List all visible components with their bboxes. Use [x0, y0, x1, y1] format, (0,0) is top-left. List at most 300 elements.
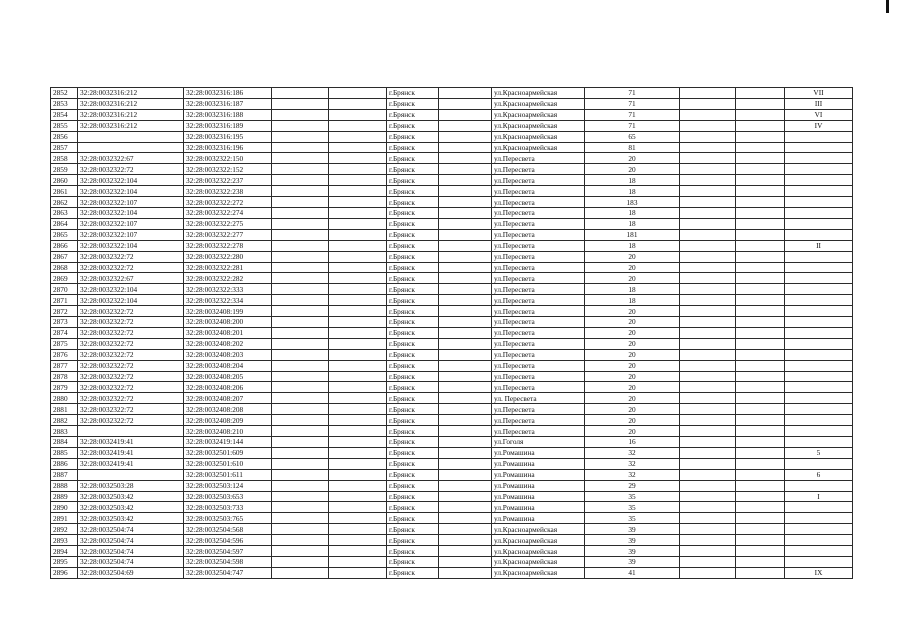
table-row [51, 142, 853, 153]
empty-cell [272, 88, 329, 99]
cadastral-number-cell: 32:28:0032501:609 [184, 447, 272, 458]
empty-cell [680, 207, 736, 218]
empty-cell [272, 164, 329, 175]
row-number-cell: 2890 [51, 502, 78, 513]
empty-cell [736, 349, 785, 360]
street-cell: ул.Ромашина [492, 502, 585, 513]
cadastral-number-cell: 32:28:0032503:653 [184, 491, 272, 502]
street-cell: ул.Пересвета [492, 426, 585, 437]
house-number-cell: 81 [585, 142, 680, 153]
city-cell: г.Брянск [387, 546, 439, 557]
empty-cell [272, 360, 329, 371]
empty-cell [736, 175, 785, 186]
empty-cell [680, 186, 736, 197]
empty-cell [736, 295, 785, 306]
empty-cell [272, 317, 329, 328]
parent-cadastral-cell: 32:28:0032504:74 [78, 556, 184, 567]
house-number-cell: 71 [585, 98, 680, 109]
empty-cell [272, 349, 329, 360]
street-cell: ул.Пересвета [492, 404, 585, 415]
house-number-cell: 20 [585, 360, 680, 371]
city-cell: г.Брянск [387, 251, 439, 262]
empty-cell [439, 262, 492, 273]
premises-number-cell [785, 131, 853, 142]
empty-cell [736, 218, 785, 229]
street-cell: ул.Ромашина [492, 447, 585, 458]
empty-cell [439, 98, 492, 109]
table-row [51, 502, 853, 513]
cadastral-number-cell: 32:28:0032408:207 [184, 393, 272, 404]
empty-cell [439, 535, 492, 546]
empty-cell [680, 393, 736, 404]
street-cell: ул.Пересвета [492, 382, 585, 393]
street-cell: ул.Пересвета [492, 338, 585, 349]
row-number-cell: 2859 [51, 164, 78, 175]
empty-cell [680, 295, 736, 306]
empty-cell [329, 273, 387, 284]
row-number-cell: 2857 [51, 142, 78, 153]
parent-cadastral-cell: 32:28:0032322:72 [78, 371, 184, 382]
street-cell: ул.Красноармейская [492, 567, 585, 578]
empty-cell [736, 513, 785, 524]
empty-cell [680, 229, 736, 240]
parent-cadastral-cell: 32:28:0032504:69 [78, 567, 184, 578]
empty-cell [272, 295, 329, 306]
city-cell: г.Брянск [387, 393, 439, 404]
row-number-cell: 2861 [51, 186, 78, 197]
house-number-cell: 39 [585, 524, 680, 535]
row-number-cell: 2860 [51, 175, 78, 186]
empty-cell [680, 317, 736, 328]
table-row [51, 546, 853, 557]
parent-cadastral-cell [78, 131, 184, 142]
street-cell: ул.Красноармейская [492, 524, 585, 535]
city-cell: г.Брянск [387, 109, 439, 120]
empty-cell [680, 349, 736, 360]
empty-cell [439, 273, 492, 284]
empty-cell [736, 131, 785, 142]
empty-cell [439, 120, 492, 131]
parent-cadastral-cell: 32:28:0032504:74 [78, 535, 184, 546]
cadastral-number-cell: 32:28:0032322:238 [184, 186, 272, 197]
empty-cell [272, 175, 329, 186]
table-row [51, 556, 853, 567]
row-number-cell: 2867 [51, 251, 78, 262]
parent-cadastral-cell: 32:28:0032419:41 [78, 447, 184, 458]
city-cell: г.Брянск [387, 480, 439, 491]
empty-cell [272, 207, 329, 218]
cadastral-number-cell: 32:28:0032504:596 [184, 535, 272, 546]
cadastral-number-cell: 32:28:0032408:204 [184, 360, 272, 371]
row-number-cell: 2869 [51, 273, 78, 284]
city-cell: г.Брянск [387, 317, 439, 328]
city-cell: г.Брянск [387, 327, 439, 338]
street-cell: ул. Пересвета [492, 393, 585, 404]
street-cell: ул.Пересвета [492, 218, 585, 229]
empty-cell [680, 491, 736, 502]
street-cell: ул.Красноармейская [492, 109, 585, 120]
empty-cell [736, 480, 785, 491]
row-number-cell: 2871 [51, 295, 78, 306]
house-number-cell: 35 [585, 502, 680, 513]
table-row [51, 458, 853, 469]
empty-cell [736, 502, 785, 513]
empty-cell [439, 437, 492, 448]
empty-cell [329, 98, 387, 109]
parent-cadastral-cell: 32:28:0032322:72 [78, 338, 184, 349]
empty-cell [329, 229, 387, 240]
empty-cell [439, 360, 492, 371]
empty-cell [680, 371, 736, 382]
city-cell: г.Брянск [387, 349, 439, 360]
empty-cell [272, 338, 329, 349]
row-number-cell: 2893 [51, 535, 78, 546]
empty-cell [272, 480, 329, 491]
empty-cell [736, 240, 785, 251]
table-row [51, 88, 853, 99]
city-cell: г.Брянск [387, 240, 439, 251]
empty-cell [439, 524, 492, 535]
empty-cell [736, 535, 785, 546]
empty-cell [329, 175, 387, 186]
house-number-cell: 39 [585, 556, 680, 567]
parent-cadastral-cell: 32:28:0032322:72 [78, 393, 184, 404]
empty-cell [329, 327, 387, 338]
empty-cell [329, 251, 387, 262]
cadastral-number-cell: 32:28:0032322:280 [184, 251, 272, 262]
city-cell: г.Брянск [387, 306, 439, 317]
house-number-cell: 20 [585, 404, 680, 415]
empty-cell [272, 556, 329, 567]
empty-cell [272, 458, 329, 469]
empty-cell [680, 306, 736, 317]
parent-cadastral-cell: 32:28:0032316:212 [78, 109, 184, 120]
empty-cell [329, 535, 387, 546]
empty-cell [439, 458, 492, 469]
empty-cell [329, 306, 387, 317]
row-number-cell: 2856 [51, 131, 78, 142]
street-cell: ул.Красноармейская [492, 546, 585, 557]
empty-cell [439, 404, 492, 415]
empty-cell [736, 556, 785, 567]
city-cell: г.Брянск [387, 404, 439, 415]
empty-cell [736, 371, 785, 382]
empty-cell [439, 349, 492, 360]
empty-cell [680, 502, 736, 513]
row-number-cell: 2873 [51, 317, 78, 328]
parent-cadastral-cell [78, 469, 184, 480]
row-number-cell: 2872 [51, 306, 78, 317]
city-cell: г.Брянск [387, 371, 439, 382]
empty-cell [439, 382, 492, 393]
table-row [51, 317, 853, 328]
empty-cell [680, 131, 736, 142]
house-number-cell: 20 [585, 338, 680, 349]
street-cell: ул.Красноармейская [492, 131, 585, 142]
house-number-cell: 32 [585, 447, 680, 458]
street-cell: ул.Гоголя [492, 437, 585, 448]
parent-cadastral-cell: 32:28:0032322:72 [78, 251, 184, 262]
empty-cell [329, 207, 387, 218]
premises-number-cell: 6 [785, 469, 853, 480]
empty-cell [680, 382, 736, 393]
table-row [51, 382, 853, 393]
house-number-cell: 18 [585, 284, 680, 295]
empty-cell [736, 426, 785, 437]
table-body [51, 88, 853, 579]
city-cell: г.Брянск [387, 229, 439, 240]
empty-cell [439, 447, 492, 458]
house-number-cell: 20 [585, 306, 680, 317]
cadastral-number-cell: 32:28:0032316:187 [184, 98, 272, 109]
table-row [51, 153, 853, 164]
house-number-cell: 32 [585, 458, 680, 469]
table-row [51, 131, 853, 142]
empty-cell [439, 142, 492, 153]
empty-cell [680, 98, 736, 109]
city-cell: г.Брянск [387, 98, 439, 109]
empty-cell [680, 338, 736, 349]
premises-number-cell [785, 142, 853, 153]
row-number-cell: 2879 [51, 382, 78, 393]
house-number-cell: 20 [585, 371, 680, 382]
row-number-cell: 2875 [51, 338, 78, 349]
cadastral-number-cell: 32:28:0032504:747 [184, 567, 272, 578]
premises-number-cell [785, 556, 853, 567]
empty-cell [439, 240, 492, 251]
empty-cell [680, 360, 736, 371]
city-cell: г.Брянск [387, 295, 439, 306]
empty-cell [736, 415, 785, 426]
empty-cell [329, 338, 387, 349]
cadastral-number-cell: 32:28:0032322:274 [184, 207, 272, 218]
table-row [51, 567, 853, 578]
premises-number-cell [785, 327, 853, 338]
empty-cell [329, 546, 387, 557]
empty-cell [439, 415, 492, 426]
street-cell: ул.Ромашина [492, 458, 585, 469]
city-cell: г.Брянск [387, 524, 439, 535]
table-row [51, 262, 853, 273]
cadastral-number-cell: 32:28:0032408:202 [184, 338, 272, 349]
premises-number-cell [785, 535, 853, 546]
row-number-cell: 2865 [51, 229, 78, 240]
table-row [51, 251, 853, 262]
empty-cell [736, 382, 785, 393]
premises-number-cell: 5 [785, 447, 853, 458]
table-row [51, 513, 853, 524]
table-row [51, 349, 853, 360]
row-number-cell: 2882 [51, 415, 78, 426]
empty-cell [680, 415, 736, 426]
cadastral-number-cell: 32:28:0032503:765 [184, 513, 272, 524]
house-number-cell: 35 [585, 491, 680, 502]
street-cell: ул.Пересвета [492, 371, 585, 382]
city-cell: г.Брянск [387, 382, 439, 393]
house-number-cell: 20 [585, 317, 680, 328]
table-row [51, 120, 853, 131]
street-cell: ул.Пересвета [492, 273, 585, 284]
street-cell: ул.Ромашина [492, 513, 585, 524]
street-cell: ул.Пересвета [492, 229, 585, 240]
premises-number-cell [785, 153, 853, 164]
row-number-cell: 2877 [51, 360, 78, 371]
empty-cell [736, 142, 785, 153]
city-cell: г.Брянск [387, 469, 439, 480]
empty-cell [439, 491, 492, 502]
empty-cell [272, 404, 329, 415]
house-number-cell: 20 [585, 164, 680, 175]
street-cell: ул.Пересвета [492, 295, 585, 306]
premises-number-cell [785, 229, 853, 240]
parent-cadastral-cell [78, 426, 184, 437]
empty-cell [329, 153, 387, 164]
street-cell: ул.Красноармейская [492, 142, 585, 153]
house-number-cell: 35 [585, 513, 680, 524]
premises-number-cell: I [785, 491, 853, 502]
house-number-cell: 16 [585, 437, 680, 448]
cadastral-number-cell: 32:28:0032322:282 [184, 273, 272, 284]
row-number-cell: 2889 [51, 491, 78, 502]
table-row [51, 426, 853, 437]
parent-cadastral-cell: 32:28:0032322:104 [78, 295, 184, 306]
cadastral-number-cell: 32:28:0032316:189 [184, 120, 272, 131]
empty-cell [272, 284, 329, 295]
street-cell: ул.Красноармейская [492, 88, 585, 99]
row-number-cell: 2858 [51, 153, 78, 164]
empty-cell [736, 273, 785, 284]
cadastral-number-cell: 32:28:0032408:199 [184, 306, 272, 317]
row-number-cell: 2878 [51, 371, 78, 382]
empty-cell [329, 556, 387, 567]
empty-cell [272, 415, 329, 426]
premises-number-cell [785, 360, 853, 371]
empty-cell [439, 186, 492, 197]
empty-cell [736, 491, 785, 502]
empty-cell [272, 218, 329, 229]
parent-cadastral-cell: 32:28:0032322:104 [78, 240, 184, 251]
parent-cadastral-cell [78, 142, 184, 153]
empty-cell [736, 469, 785, 480]
empty-cell [272, 437, 329, 448]
table-row [51, 98, 853, 109]
empty-cell [680, 524, 736, 535]
premises-number-cell [785, 251, 853, 262]
table-row [51, 197, 853, 208]
empty-cell [680, 469, 736, 480]
premises-number-cell [785, 404, 853, 415]
empty-cell [329, 491, 387, 502]
row-number-cell: 2863 [51, 207, 78, 218]
empty-cell [272, 382, 329, 393]
cadastral-number-cell: 32:28:0032504:598 [184, 556, 272, 567]
empty-cell [439, 131, 492, 142]
cadastral-number-cell: 32:28:0032322:333 [184, 284, 272, 295]
parent-cadastral-cell: 32:28:0032322:72 [78, 262, 184, 273]
premises-number-cell [785, 317, 853, 328]
empty-cell [680, 175, 736, 186]
empty-cell [272, 153, 329, 164]
empty-cell [736, 251, 785, 262]
premises-number-cell [785, 437, 853, 448]
premises-number-cell [785, 186, 853, 197]
city-cell: г.Брянск [387, 164, 439, 175]
empty-cell [680, 447, 736, 458]
street-cell: ул.Пересвета [492, 327, 585, 338]
parent-cadastral-cell: 32:28:0032504:74 [78, 524, 184, 535]
empty-cell [329, 382, 387, 393]
cadastral-number-cell: 32:28:0032322:272 [184, 197, 272, 208]
house-number-cell: 18 [585, 175, 680, 186]
empty-cell [439, 426, 492, 437]
row-number-cell: 2870 [51, 284, 78, 295]
empty-cell [439, 109, 492, 120]
empty-cell [439, 317, 492, 328]
empty-cell [329, 469, 387, 480]
street-cell: ул.Пересвета [492, 306, 585, 317]
street-cell: ул.Пересвета [492, 262, 585, 273]
city-cell: г.Брянск [387, 415, 439, 426]
empty-cell [680, 153, 736, 164]
house-number-cell: 20 [585, 153, 680, 164]
empty-cell [680, 273, 736, 284]
city-cell: г.Брянск [387, 491, 439, 502]
city-cell: г.Брянск [387, 556, 439, 567]
row-number-cell: 2880 [51, 393, 78, 404]
table-row [51, 240, 853, 251]
city-cell: г.Брянск [387, 153, 439, 164]
empty-cell [272, 262, 329, 273]
parent-cadastral-cell: 32:28:0032322:104 [78, 284, 184, 295]
empty-cell [329, 186, 387, 197]
street-cell: ул.Пересвета [492, 153, 585, 164]
empty-cell [272, 393, 329, 404]
city-cell: г.Брянск [387, 284, 439, 295]
cadastral-number-cell: 32:28:0032503:733 [184, 502, 272, 513]
empty-cell [329, 458, 387, 469]
parent-cadastral-cell: 32:28:0032322:107 [78, 197, 184, 208]
empty-cell [329, 131, 387, 142]
row-number-cell: 2884 [51, 437, 78, 448]
cadastral-number-cell: 32:28:0032408:208 [184, 404, 272, 415]
empty-cell [736, 458, 785, 469]
city-cell: г.Брянск [387, 207, 439, 218]
row-number-cell: 2886 [51, 458, 78, 469]
table-row [51, 371, 853, 382]
empty-cell [329, 295, 387, 306]
city-cell: г.Брянск [387, 447, 439, 458]
empty-cell [272, 109, 329, 120]
premises-number-cell [785, 458, 853, 469]
house-number-cell: 18 [585, 240, 680, 251]
empty-cell [736, 546, 785, 557]
cadastral-number-cell: 32:28:0032501:610 [184, 458, 272, 469]
empty-cell [439, 229, 492, 240]
empty-cell [680, 404, 736, 415]
premises-number-cell: IX [785, 567, 853, 578]
street-cell: ул.Пересвета [492, 197, 585, 208]
premises-number-cell [785, 295, 853, 306]
house-number-cell: 41 [585, 567, 680, 578]
empty-cell [439, 567, 492, 578]
empty-cell [272, 197, 329, 208]
city-cell: г.Брянск [387, 142, 439, 153]
table-row [51, 109, 853, 120]
parent-cadastral-cell: 32:28:0032504:74 [78, 546, 184, 557]
row-number-cell: 2855 [51, 120, 78, 131]
city-cell: г.Брянск [387, 186, 439, 197]
row-number-cell: 2852 [51, 88, 78, 99]
